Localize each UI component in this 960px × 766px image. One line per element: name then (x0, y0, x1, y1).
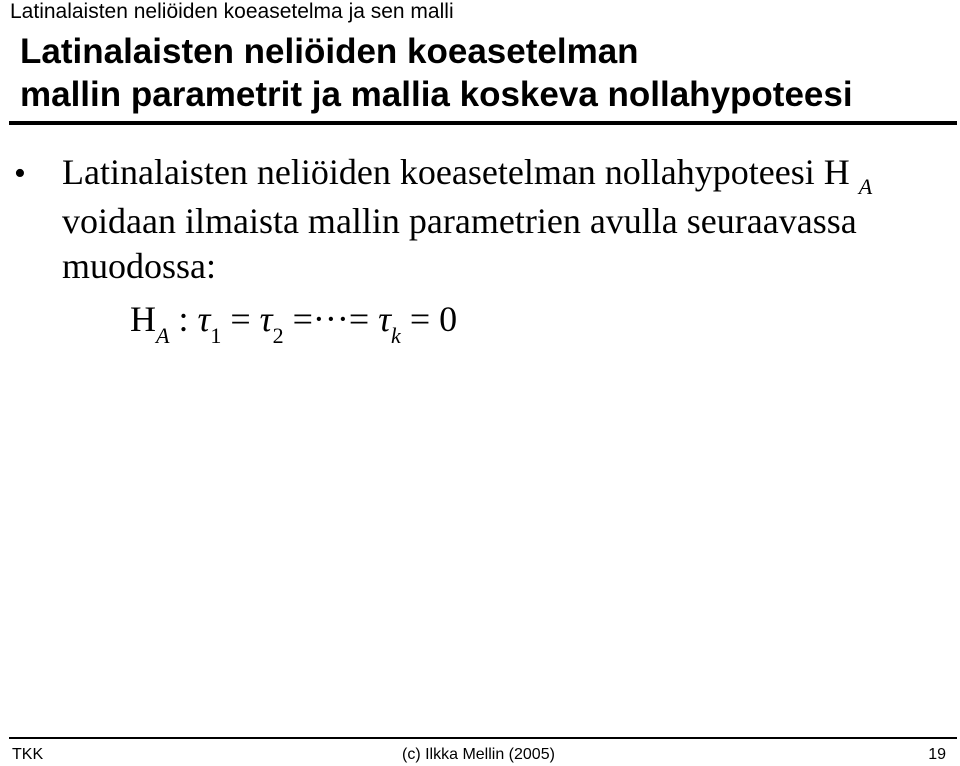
running-header: Latinalaisten neliöiden koeasetelma ja sen malli (10, 0, 454, 23)
formula-tau-k-subscript: k (391, 323, 401, 348)
paragraph-line-1-text: Latinalaisten neliöiden koeasetelman nollahypoteesi H (62, 152, 850, 192)
formula-ellipsis: ··· (312, 299, 349, 339)
bullet-paragraph (62, 150, 942, 289)
formula-equals-2: = (283, 299, 313, 339)
formula-h: H (130, 299, 156, 339)
formula-tau-2: τ (259, 299, 273, 339)
formula-colon: : (169, 299, 198, 339)
footer-divider (9, 737, 957, 739)
formula-tau-1: τ (197, 299, 211, 339)
title-divider (9, 121, 957, 125)
formula-tau-2-subscript: 2 (272, 323, 284, 348)
bullet-icon: • (14, 155, 26, 192)
formula-equals-zero: = 0 (400, 299, 458, 339)
paragraph-line-2: voidaan ilmaista mallin parametrien avulla seuraavassa (62, 201, 857, 241)
paragraph-line-1 (62, 150, 942, 199)
slide-title-line-1: Latinalaisten neliöiden koeasetelman (20, 32, 639, 71)
footer-institution: TKK (12, 746, 44, 763)
formula-equals-3: = (348, 299, 379, 339)
paragraph-line-3: muodossa: (62, 246, 217, 286)
formula-tau-k: τ (378, 299, 392, 339)
formula-h-subscript: A (156, 323, 170, 348)
formula-equals-1: = (221, 299, 260, 339)
null-hypothesis-formula (130, 296, 457, 347)
slide-title-line-2: mallin parametrit ja mallia koskeva nollahypoteesi (20, 75, 853, 114)
slide-title (20, 30, 940, 116)
formula-tau-1-subscript: 1 (210, 323, 222, 348)
footer-page-number: 19 (928, 746, 946, 763)
footer-copyright: (c) Ilkka Mellin (2005) (402, 746, 555, 763)
hypothesis-subscript: A (858, 174, 873, 199)
